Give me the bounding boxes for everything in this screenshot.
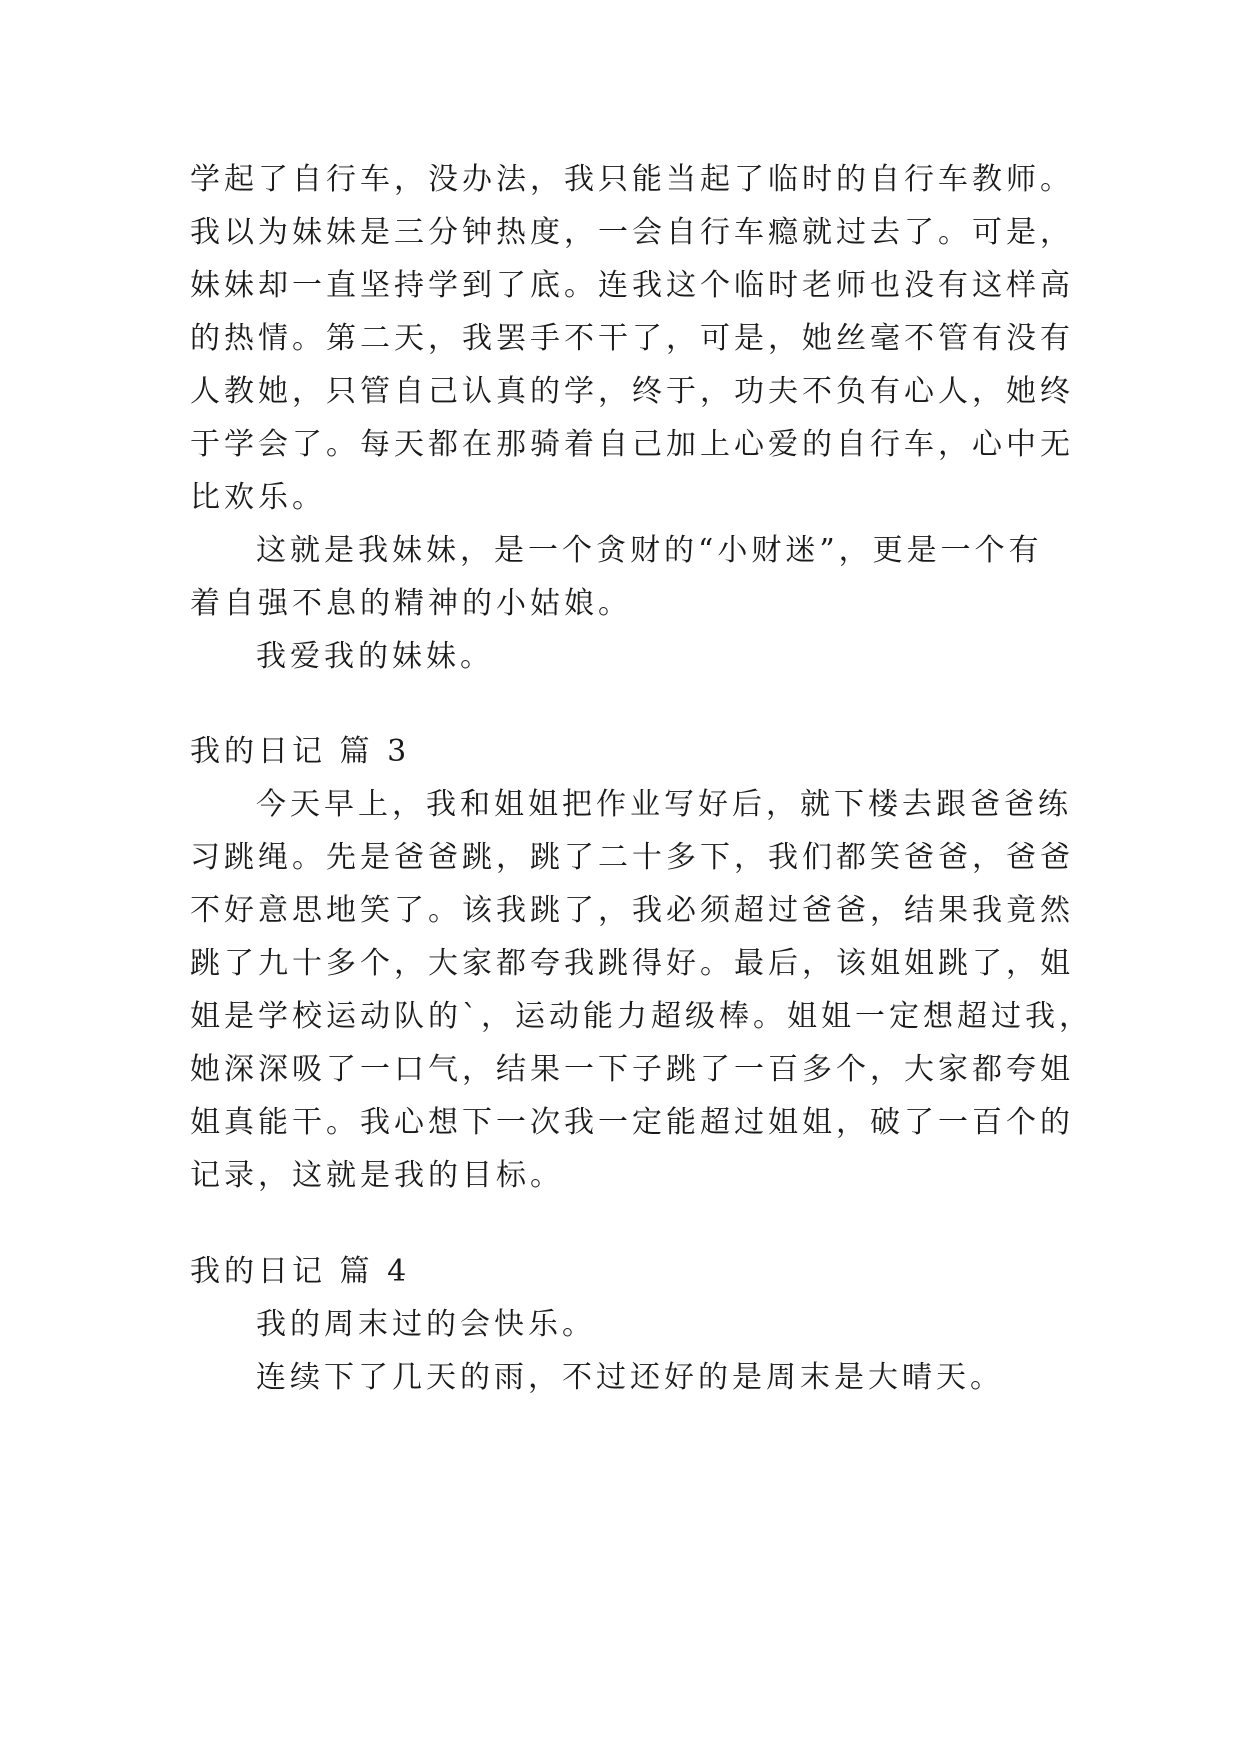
- section-heading: 我的日记 篇 3: [190, 734, 411, 769]
- paragraph-line: 于学会了。每天都在那骑着自己加上心爱的自行车，心中无: [190, 427, 1074, 462]
- paragraph-line: 不好意思地笑了。该我跳了，我必须超过爸爸，结果我竟然: [190, 893, 1074, 928]
- paragraph-line: 我爱我的妹妹。: [256, 639, 494, 674]
- paragraph-line: 我的周末过的会快乐。: [256, 1307, 596, 1342]
- paragraph-line: 今天早上，我和姐姐把作业写好后，就下楼去跟爸爸练: [256, 787, 1072, 822]
- paragraph-line: 跳了九十多个，大家都夸我跳得好。最后，该姐姐跳了，姐: [190, 946, 1074, 981]
- paragraph-line: 妹妹却一直坚持学到了底。连我这个临时老师也没有这样高: [190, 268, 1074, 303]
- paragraph-line: 人教她，只管自己认真的学，终于，功夫不负有心人，她终: [190, 374, 1074, 409]
- paragraph-line: 她深深吸了一口气，结果一下子跳了一百多个，大家都夸姐: [190, 1052, 1074, 1087]
- paragraph-line: 着自强不息的精神的小姑娘。: [190, 586, 632, 621]
- paragraph-line: 我以为妹妹是三分钟热度，一会自行车瘾就过去了。可是，: [190, 215, 1074, 250]
- paragraph-line: 比欢乐。: [190, 480, 326, 515]
- paragraph-line: 学起了自行车，没办法，我只能当起了临时的自行车教师。: [190, 162, 1074, 197]
- paragraph-line: 的热情。第二天，我罢手不干了，可是，她丝毫不管有没有: [190, 321, 1074, 356]
- paragraph-line: 这就是我妹妹，是一个贪财的“小财迷”，更是一个有: [256, 533, 1043, 568]
- paragraph-line: 姐是学校运动队的`，运动能力超级棒。姐姐一定想超过我，: [190, 999, 1093, 1034]
- paragraph-line: 连续下了几天的雨，不过还好的是周末是大晴天。: [256, 1360, 1004, 1395]
- paragraph-line: 姐真能干。我心想下一次我一定能超过姐姐，破了一百个的: [190, 1105, 1074, 1140]
- paragraph-line: 习跳绳。先是爸爸跳，跳了二十多下，我们都笑爸爸，爸爸: [190, 840, 1074, 875]
- paragraph-line: 记录，这就是我的目标。: [190, 1158, 564, 1193]
- section-heading: 我的日记 篇 4: [190, 1254, 411, 1289]
